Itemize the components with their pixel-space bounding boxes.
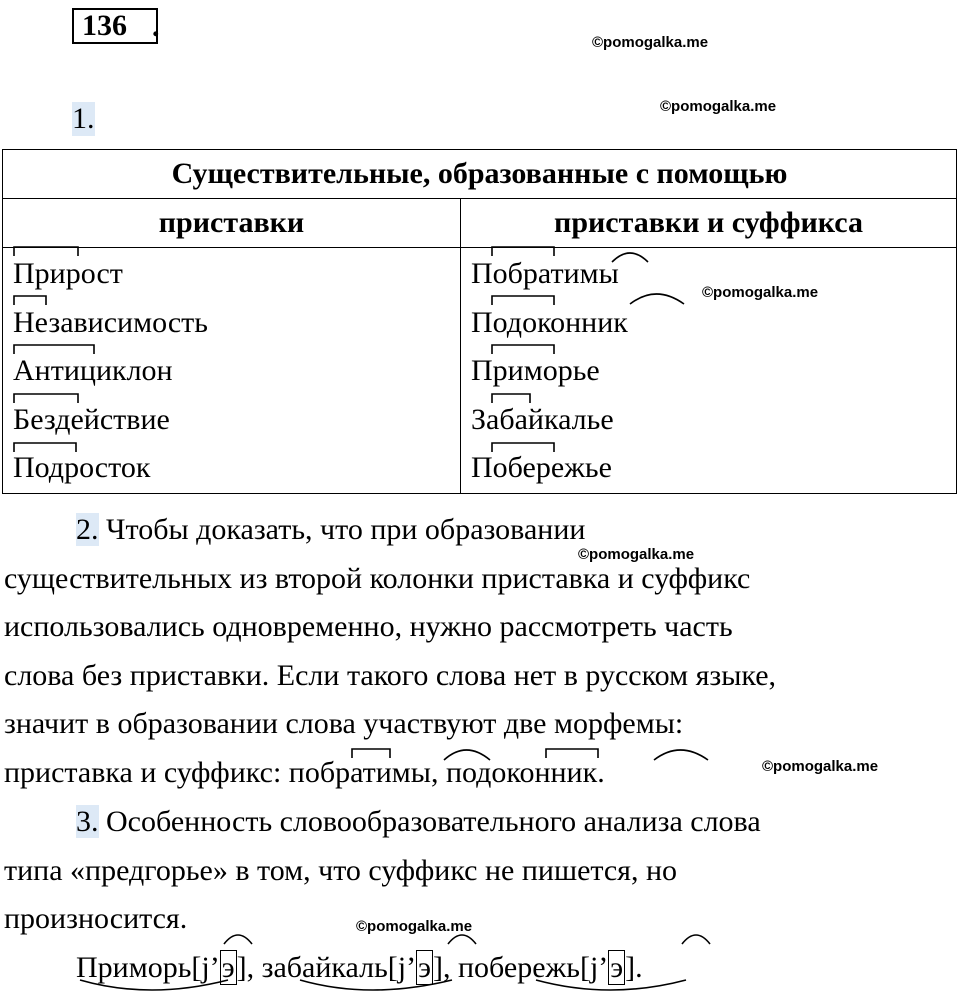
bracket: ] [625, 951, 636, 984]
ending-box: э [418, 951, 431, 984]
task-number: 136 [82, 9, 127, 42]
text-line: использовались одновременно, нужно рассмотреть часть [4, 610, 733, 643]
word: Побратимы [471, 257, 619, 290]
word: Подоконник [471, 305, 628, 339]
task-number-box [72, 8, 158, 44]
item-3-number: 3. [76, 805, 99, 838]
j-sound: j’ [201, 951, 220, 984]
text-line: приставка и суффикс: побратимы, подоконник. [4, 755, 605, 789]
item-2-number: 2. [76, 513, 99, 546]
paragraph-2 [4, 506, 954, 797]
watermark: ©pomogalka.me [356, 918, 473, 935]
word: Приморье [471, 354, 600, 387]
word: Забайкалье [471, 402, 614, 436]
watermark: ©pomogalka.me [660, 98, 777, 115]
watermark: ©pomogalka.me [702, 284, 819, 301]
text-line: существительных из второй колонки приставка и суффикс [4, 561, 751, 595]
text-line: типа «предгорье» в том, что суффикс не пишется, но [4, 853, 678, 887]
word: Антициклон [13, 354, 173, 387]
j-sound: j’ [589, 951, 609, 984]
period: . [635, 951, 643, 984]
text-line: Чтобы доказать, что при образовании [98, 513, 586, 546]
word-formation-table [2, 149, 957, 494]
watermark: ©pomogalka.me [578, 546, 695, 563]
word-poberezhye: побережь [457, 951, 580, 984]
column-header-prefix: приставки [3, 199, 461, 248]
paragraph-3 [4, 798, 954, 944]
prefix-words-cell [3, 248, 461, 494]
task-number-dot: . [152, 10, 160, 43]
watermark: ©pomogalka.me [762, 758, 879, 775]
word: Независимость [13, 305, 208, 339]
text-line: произносится. [4, 902, 188, 935]
word: Побережье [471, 451, 612, 484]
word: Подросток [13, 451, 151, 484]
word: Прирост [13, 257, 123, 290]
item-1-number: 1. [72, 102, 95, 135]
word: Бездействие [13, 402, 170, 436]
ending-box: э [221, 951, 235, 984]
bracket: [ [579, 951, 590, 984]
transcription-line [76, 944, 643, 992]
column-header-prefix-suffix: приставки и суффикса [461, 199, 957, 248]
text-line: слова без приставки. Если такого слова нет в русском языке, [4, 658, 777, 692]
bracket: ] [236, 951, 247, 984]
bracket: [ [387, 951, 398, 984]
separator: , [246, 951, 262, 984]
text-line: значит в образовании слова участвуют две морфемы: [4, 707, 684, 740]
bracket: [ [191, 951, 202, 984]
separator: , [442, 951, 458, 984]
word-primorye: Приморь [76, 951, 192, 984]
bracket: ] [432, 951, 443, 984]
ending-box: э [610, 951, 624, 984]
prefix-suffix-words-cell [461, 248, 957, 494]
table-header: Существительные, образованные с помощью [3, 150, 957, 199]
word-zabaikalye: забайкаль [261, 951, 388, 984]
text-line: Особенность словообразовательного анализа слова [98, 805, 761, 838]
j-sound: j’ [397, 951, 417, 984]
watermark: ©pomogalka.me [592, 34, 709, 51]
